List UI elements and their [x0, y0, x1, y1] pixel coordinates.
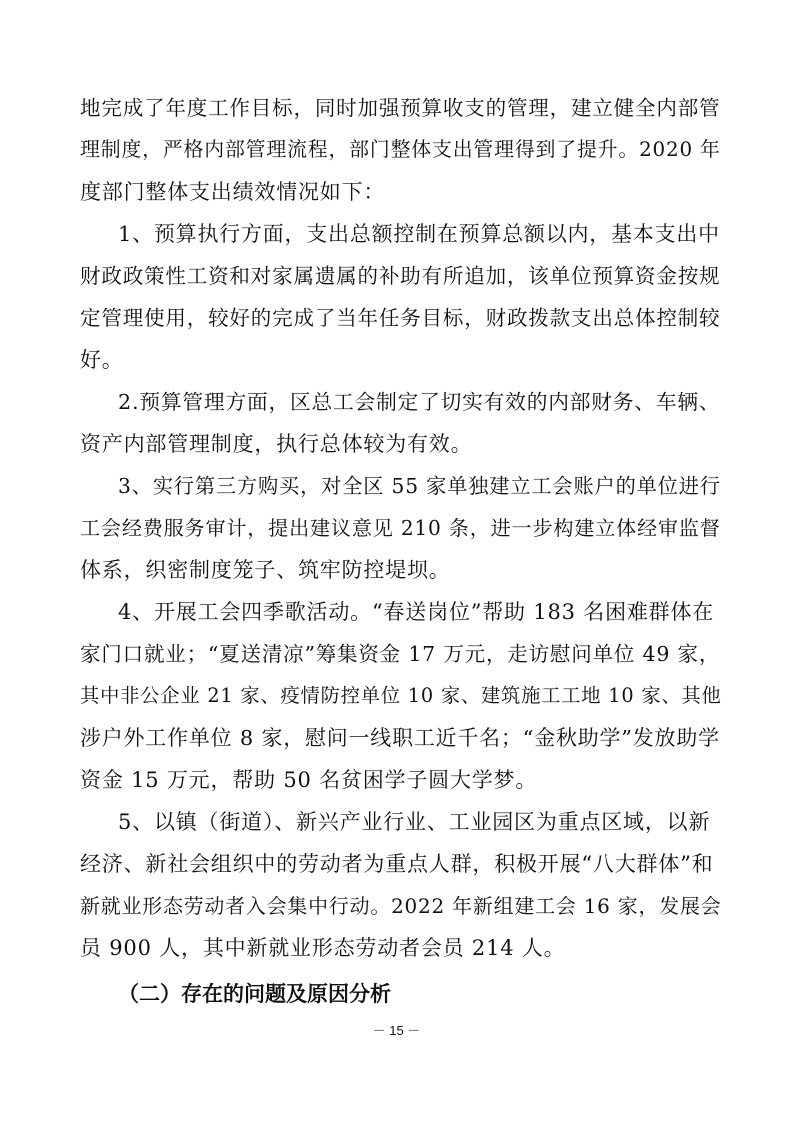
- paragraph-line: 资金 15 万元，帮助 50 名贫困学子圆大学梦。: [80, 768, 538, 792]
- page-number: － 15 －: [372, 1023, 421, 1038]
- paragraph-line: 家门口就业；“夏送清凉”筹集资金 17 万元，走访慰问单位 49 家，: [80, 642, 721, 666]
- paragraph-line: 1、预算执行方面，支出总额控制在预算总额以内，基本支出中: [118, 222, 720, 246]
- paragraph-line: 员 900 人，其中新就业形态劳动者会员 214 人。: [80, 936, 566, 960]
- paragraph-line: 地完成了年度工作目标，同时加强预算收支的管理，建立健全内部管: [80, 96, 721, 120]
- paragraph-line: 涉户外工作单位 8 家，慰问一线职工近千名；“金秋助学”发放助学: [80, 726, 720, 750]
- paragraph-line: 资产内部管理制度，执行总体较为有效。: [80, 432, 473, 456]
- paragraph-line: 经济、新社会组织中的劳动者为重点人群，积极开展“八大群体”和: [80, 852, 714, 876]
- paragraph-line: 新就业形态劳动者入会集中行动。2022 年新组建工会 16 家，发展会: [80, 894, 722, 918]
- paragraph-line: 2.预算管理方面，区总工会制定了切实有效的内部财务、车辆、: [118, 390, 721, 414]
- section-heading: （二）存在的问题及原因分析: [118, 982, 391, 1006]
- paragraph-line: 财政政策性工资和对家属遗属的补助有所追加，该单位预算资金按规: [80, 264, 721, 288]
- paragraph-line: 好。: [80, 348, 124, 372]
- paragraph-line: 其中非公企业 21 家、疫情防控单位 10 家、建筑施工工地 10 家、其他: [80, 684, 722, 707]
- paragraph-line: 理制度，严格内部管理流程，部门整体支出管理得到了提升。2020 年: [80, 138, 721, 161]
- paragraph-line: 3、实行第三方购买，对全区 55 家单独建立工会账户的单位进行: [118, 474, 721, 498]
- paragraph-line: 度部门整体支出绩效情况如下：: [80, 180, 386, 204]
- paragraph-line: 4、开展工会四季歌活动。“春送岗位”帮助 183 名困难群体在: [118, 600, 715, 624]
- paragraph-line: 5、以镇（街道）、新兴产业行业、工业园区为重点区域，以新: [118, 810, 711, 834]
- paragraph-line: 工会经费服务审计，提出建议意见 210 条，进一步构建立体经审监督: [80, 516, 721, 540]
- paragraph-line: 体系，织密制度笼子、筑牢防控堤坝。: [80, 558, 451, 582]
- paragraph-line: 定管理使用，较好的完成了当年任务目标，财政拨款支出总体控制较: [80, 306, 721, 330]
